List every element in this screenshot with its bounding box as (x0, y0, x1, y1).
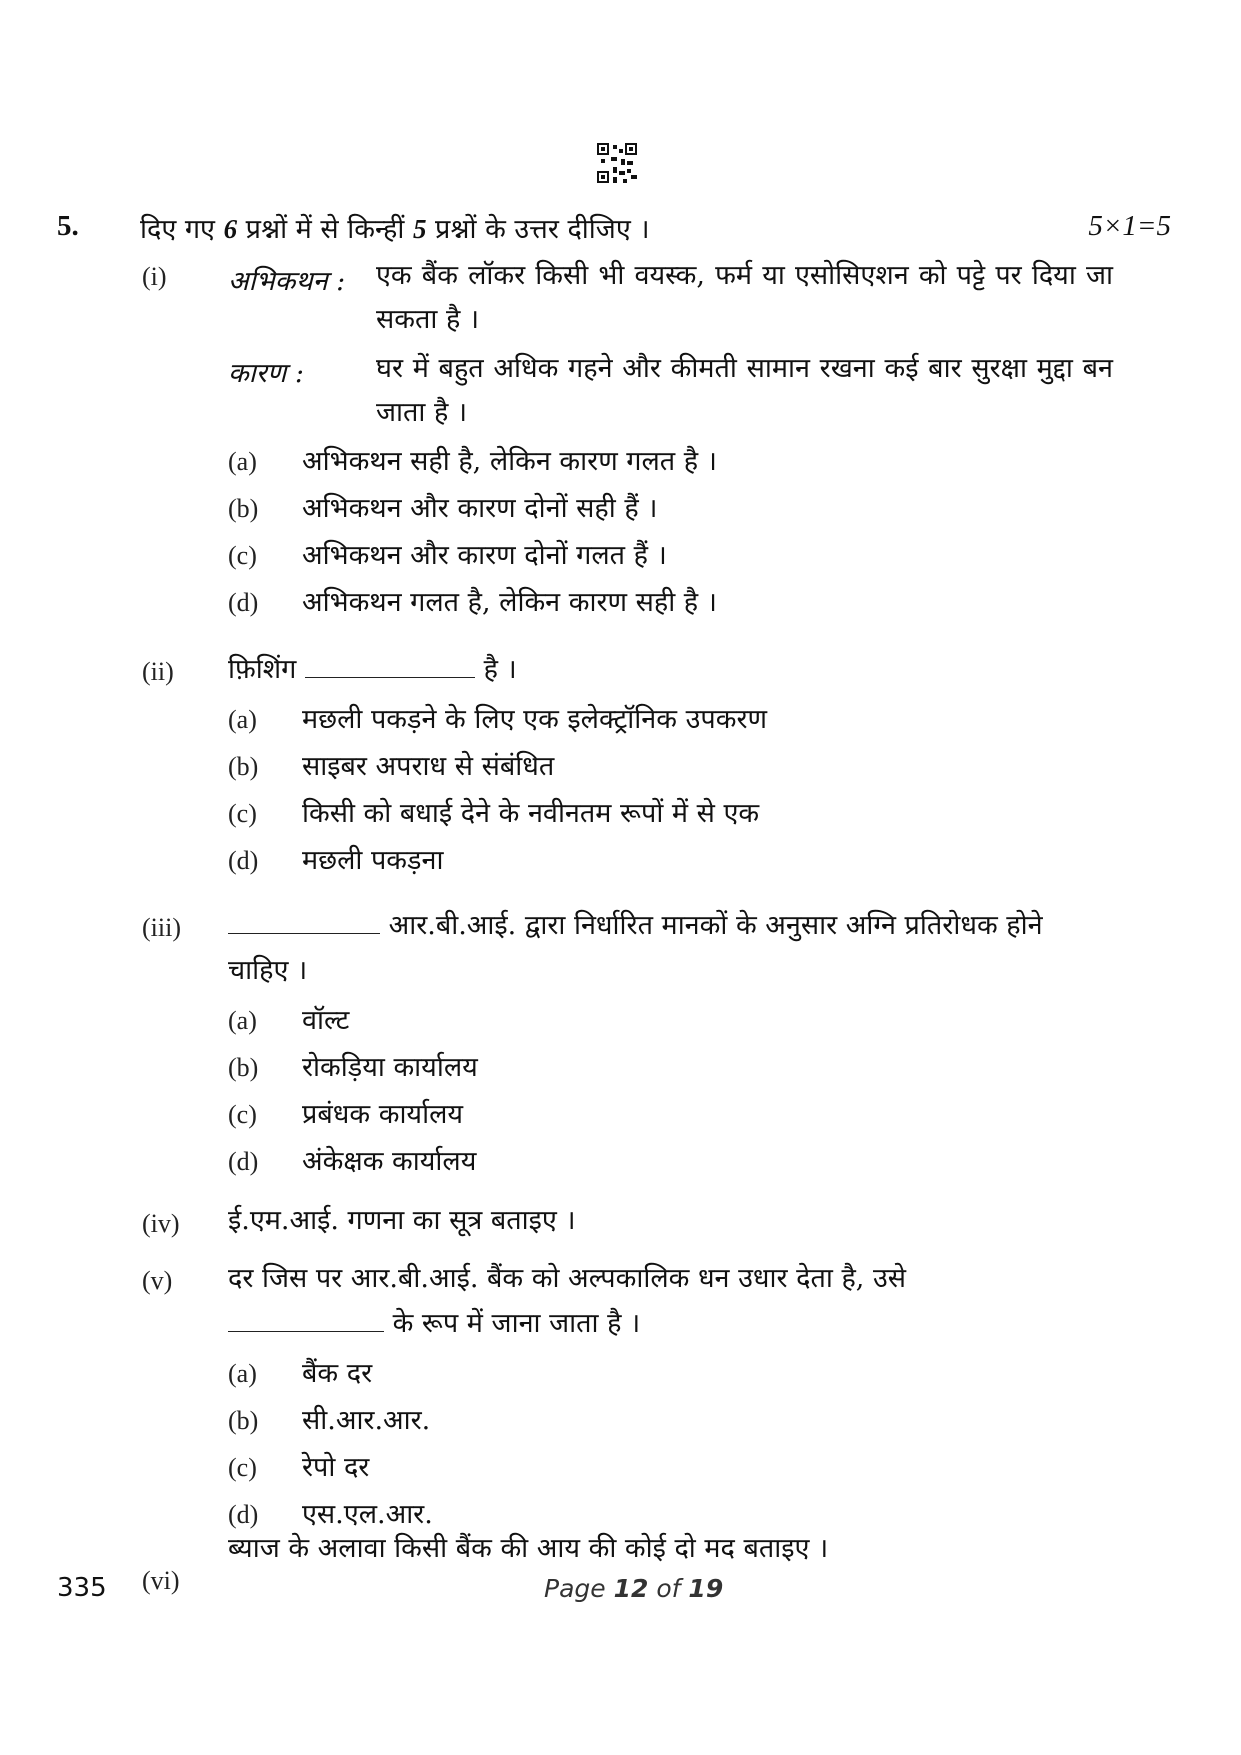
option-letter: (a) (228, 447, 257, 476)
option-letter: (a) (228, 1006, 257, 1035)
assertion-text: एक बैंक लॉकर किसी भी वयस्क, फर्म या एसोसिएशन को पट्टे पर दिया जा सकता है । (376, 260, 1113, 335)
option-letter: (d) (228, 846, 259, 875)
paper-code: 335 (57, 1573, 107, 1603)
option-letter: (c) (228, 799, 257, 828)
question-stem-continued: चाहिए । (228, 955, 308, 986)
option-text: अभिकथन और कारण दोनों सही हैं । (302, 493, 658, 524)
question-stem: आर.बी.आई. द्वारा निर्धारित मानकों के अनुसार अग्नि प्रतिरोधक होने (228, 904, 1113, 948)
subquestion-number: (v) (142, 1266, 173, 1295)
option-letter: (d) (228, 588, 259, 617)
option-text: रोकड़िया कार्यालय (302, 1052, 478, 1083)
option-text: किसी को बधाई देने के नवीनतम रूपों में से एक (302, 798, 760, 829)
subquestion-number: (ii) (142, 657, 174, 686)
assertion-label: अभिकथन : (228, 266, 346, 297)
option-text: बैंक दर (302, 1358, 373, 1389)
fill-blank (228, 911, 380, 934)
option-text: साइबर अपराध से संबंधित (302, 751, 555, 782)
reason-label: कारण : (228, 358, 304, 389)
option-letter: (a) (228, 705, 257, 734)
option-text: अभिकथन सही है, लेकिन कारण गलत है । (302, 446, 717, 477)
option-text: मछली पकड़ने के लिए एक इलेक्ट्रॉनिक उपकरण (302, 704, 768, 735)
question-number: 5. (57, 210, 79, 242)
question-stem: ब्याज के अलावा किसी बैंक की आय की कोई दो मद बताइए । (228, 1533, 829, 1564)
fill-blank (305, 655, 475, 678)
question-instruction: दिए गए 6 प्रश्नों में से किन्हीं 5 प्रश्नों के उत्तर दीजिए । (140, 214, 650, 245)
option-letter: (d) (228, 1147, 259, 1176)
option-text: रेपो दर (302, 1452, 370, 1483)
reason-text: घर में बहुत अधिक गहने और कीमती सामान रखना कई बार सुरक्षा मुद्दा बन जाता है । (376, 353, 1113, 428)
option-letter: (b) (228, 752, 259, 781)
option-text: अभिकथन गलत है, लेकिन कारण सही है । (302, 587, 717, 618)
marks-allocation: 5×1=5 (1088, 210, 1171, 242)
page-number: Page 12 of 19 (544, 1574, 724, 1603)
qr-code-icon (597, 143, 637, 183)
subquestion-number: (iii) (142, 913, 181, 942)
option-text: वॉल्ट (302, 1005, 350, 1036)
option-text: अंकेक्षक कार्यालय (302, 1146, 477, 1177)
option-letter: (c) (228, 541, 257, 570)
option-letter: (c) (228, 1453, 257, 1482)
question-stem: दर जिस पर आर.बी.आई. बैंक को अल्पकालिक धन उधार देता है, उसे (228, 1263, 906, 1294)
option-letter: (b) (228, 1406, 259, 1435)
option-text: सी.आर.आर. (302, 1405, 431, 1436)
subquestion-number: (i) (142, 262, 167, 291)
option-letter: (b) (228, 1053, 259, 1082)
option-letter: (c) (228, 1100, 257, 1129)
option-letter: (b) (228, 494, 259, 523)
option-letter: (a) (228, 1359, 257, 1388)
question-stem-continued: के रूप में जाना जाता है । (228, 1302, 1113, 1346)
question-stem: ई.एम.आई. गणना का सूत्र बताइए । (228, 1205, 576, 1236)
subquestion-number: (iv) (142, 1209, 180, 1238)
subquestion-number: (vi) (142, 1566, 180, 1595)
question-stem: फ़िशिंग है । (228, 654, 517, 685)
option-text: प्रबंधक कार्यालय (302, 1099, 464, 1130)
option-text: अभिकथन और कारण दोनों गलत हैं । (302, 540, 667, 571)
option-letter: (d) (228, 1500, 259, 1529)
option-text: एस.एल.आर. (302, 1499, 433, 1530)
option-text: मछली पकड़ना (302, 845, 444, 876)
fill-blank (228, 1309, 384, 1332)
